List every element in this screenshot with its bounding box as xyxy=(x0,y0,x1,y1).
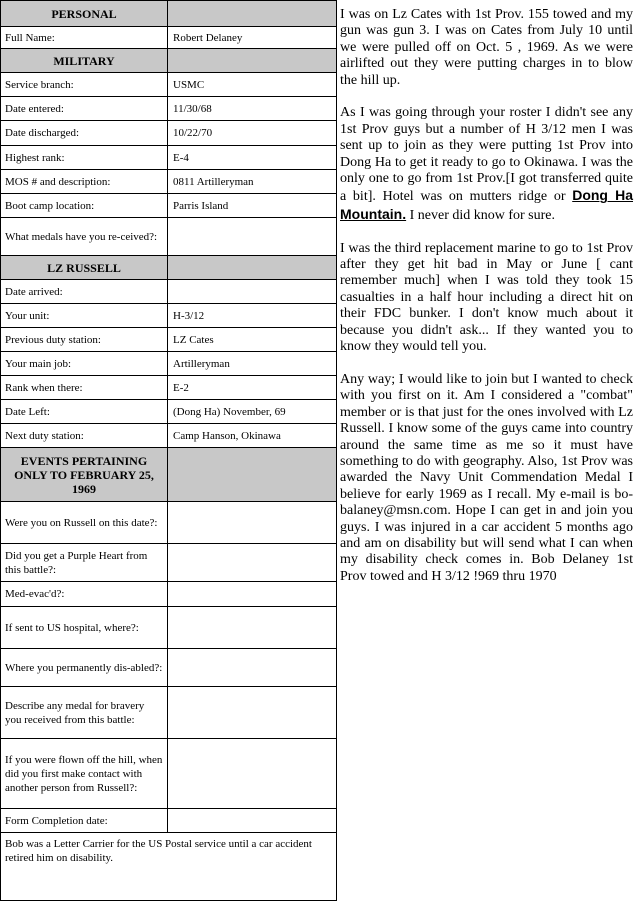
form-row-date-entered xyxy=(1,97,337,121)
letter-paragraph-2-end: I never did know for sure. xyxy=(406,207,556,223)
field-value: 10/22/70 xyxy=(168,121,337,146)
field-label: Boot camp location: xyxy=(1,194,168,218)
field-value: 0811 Artilleryman xyxy=(168,170,337,194)
field-value xyxy=(168,649,337,687)
field-label: Date arrived: xyxy=(1,280,168,304)
field-value xyxy=(168,280,337,304)
form-row-service-branch xyxy=(1,73,337,97)
field-label: Your main job: xyxy=(1,352,168,376)
section-lz-russell xyxy=(1,256,337,280)
form-row-date-discharged xyxy=(1,121,337,146)
field-value xyxy=(168,582,337,607)
form-row-describe-any-medal-for-bravery-you-received-from-this-battle xyxy=(1,687,337,739)
field-value xyxy=(168,544,337,582)
field-value: LZ Cates xyxy=(168,328,337,352)
field-label: Previous duty station: xyxy=(1,328,168,352)
form-row-did-you-get-a-purple-heart-from-this-battle xyxy=(1,544,337,582)
form-row-boot-camp-location xyxy=(1,194,337,218)
form-row-next-duty-station xyxy=(1,424,337,448)
section-military xyxy=(1,49,337,73)
section-heading-blank xyxy=(168,49,337,73)
field-label: Date discharged: xyxy=(1,121,168,146)
field-label: Describe any medal for bravery you received from this battle: xyxy=(1,687,168,739)
section-personal xyxy=(1,1,337,27)
field-value xyxy=(168,218,337,256)
field-label: MOS # and description: xyxy=(1,170,168,194)
form-row-where-you-permanently-dis-abled xyxy=(1,649,337,687)
field-label: If you were flown off the hill, when did you first make contact with another person from Russell?: xyxy=(1,739,168,809)
letter-paragraph-2-text: As I was going through your roster I didn't see any 1st Prov guys but a number of H 3/12 men I was sent up to join as they were putting 1st Prov into Dong Ha to get it ready to go to Okinawa. I was the only one to go from 1st Prov.[I got transferred quite a bit]. Hotel was on mutters ridge or xyxy=(340,105,633,205)
letter-text xyxy=(340,7,633,602)
form-row-if-sent-to-us-hospital-where xyxy=(1,607,337,649)
field-value xyxy=(168,687,337,739)
field-value: E-2 xyxy=(168,376,337,400)
section-heading-blank xyxy=(168,448,337,502)
field-label: What medals have you re-ceived?: xyxy=(1,218,168,256)
form-row-highest-rank xyxy=(1,146,337,170)
letter-paragraph-1: I was on Lz Cates with 1st Prov. 155 towed and my gun was gun 3. I was on Cates from July 10 until we were pulled off on Oct. 5 , 1969. As we were airlifted out they were putting charges in to blow the hill up. xyxy=(340,7,633,88)
field-label: Service branch: xyxy=(1,73,168,97)
form-row-your-unit xyxy=(1,304,337,328)
field-value: E-4 xyxy=(168,146,337,170)
field-value xyxy=(168,809,337,833)
form-row-form-completion-date xyxy=(1,809,337,833)
section-heading-blank xyxy=(168,1,337,27)
field-label: Date entered: xyxy=(1,97,168,121)
form-row-your-main-job xyxy=(1,352,337,376)
form-row-mos-and-description xyxy=(1,170,337,194)
letter-paragraph-2 xyxy=(340,105,633,224)
letter-paragraph-3: I was the third replacement marine to go to 1st Prov after they get hit bad in May or June [ cant remember much] when I was told they took 15 casualties in a half hour including a direct hit on their FDC bunker. I don't know much about it because you didn't ask... If they wanted you to know they would tell you. xyxy=(340,240,633,355)
note-row xyxy=(1,833,337,901)
field-label: Next duty station: xyxy=(1,424,168,448)
section-heading: MILITARY xyxy=(1,49,168,73)
field-label: Highest rank: xyxy=(1,146,168,170)
field-value: Parris Island xyxy=(168,194,337,218)
field-value: Robert Delaney xyxy=(168,27,337,49)
section-heading-blank xyxy=(168,256,337,280)
field-label: Med-evac'd?: xyxy=(1,582,168,607)
form-row-were-you-on-russell-on-this-date xyxy=(1,502,337,544)
form-row-date-arrived xyxy=(1,280,337,304)
field-value: H-3/12 xyxy=(168,304,337,328)
form-row-rank-when-there xyxy=(1,376,337,400)
field-label: Were you on Russell on this date?: xyxy=(1,502,168,544)
field-value: USMC xyxy=(168,73,337,97)
field-label: If sent to US hospital, where?: xyxy=(1,607,168,649)
biography-note: Bob was a Letter Carrier for the US Postal service until a car accident retired him on disability. xyxy=(1,833,337,901)
section-heading: EVENTS PERTAINING ONLY TO FEBRUARY 25, 1969 xyxy=(1,448,168,502)
field-value xyxy=(168,502,337,544)
letter-paragraph-4: Any way; I would like to join but I wanted to check with you first on it. Am I considered a "combat" member or is that just for the ones involved with Lz Russell. I know some of the guys came into country around the same time as me so it must have something to do with geography. Also, 1st Prov was awarded the Navy Unit Commendation Medal I believe for early 1969 as I recall. My e-mail is bo-balaney@msn.com. Hope I can get in and join you guys. I was injured in a car accident 5 months ago and am on disability but will send what I can when my disability check comes in. Bob Delaney 1st Prov towed and H 3/12 !969 thru 1970 xyxy=(340,371,633,584)
field-value xyxy=(168,607,337,649)
section-heading: LZ RUSSELL xyxy=(1,256,168,280)
dong-ha-mountain-link[interactable]: Dong Ha Mountain. xyxy=(340,187,633,222)
field-label: Your unit: xyxy=(1,304,168,328)
field-value: 11/30/68 xyxy=(168,97,337,121)
form-row-full-name xyxy=(1,27,337,49)
field-value: Camp Hanson, Okinawa xyxy=(168,424,337,448)
field-label: Date Left: xyxy=(1,400,168,424)
form-row-what-medals-have-you-re-ceived xyxy=(1,218,337,256)
form-row-date-left xyxy=(1,400,337,424)
field-value: (Dong Ha) November, 69 xyxy=(168,400,337,424)
field-label: Did you get a Purple Heart from this battle?: xyxy=(1,544,168,582)
field-label: Full Name: xyxy=(1,27,168,49)
form-row-previous-duty-station xyxy=(1,328,337,352)
field-label: Rank when there: xyxy=(1,376,168,400)
form-row-if-you-were-flown-off-the-hill-when-did-you-first-make-contact-with-another-person-from-russell xyxy=(1,739,337,809)
field-value xyxy=(168,739,337,809)
field-value: Artilleryman xyxy=(168,352,337,376)
section-heading: PERSONAL xyxy=(1,1,168,27)
section-events xyxy=(1,448,337,502)
field-label: Where you permanently dis-abled?: xyxy=(1,649,168,687)
field-label: Form Completion date: xyxy=(1,809,168,833)
form-row-med-evac-d xyxy=(1,582,337,607)
